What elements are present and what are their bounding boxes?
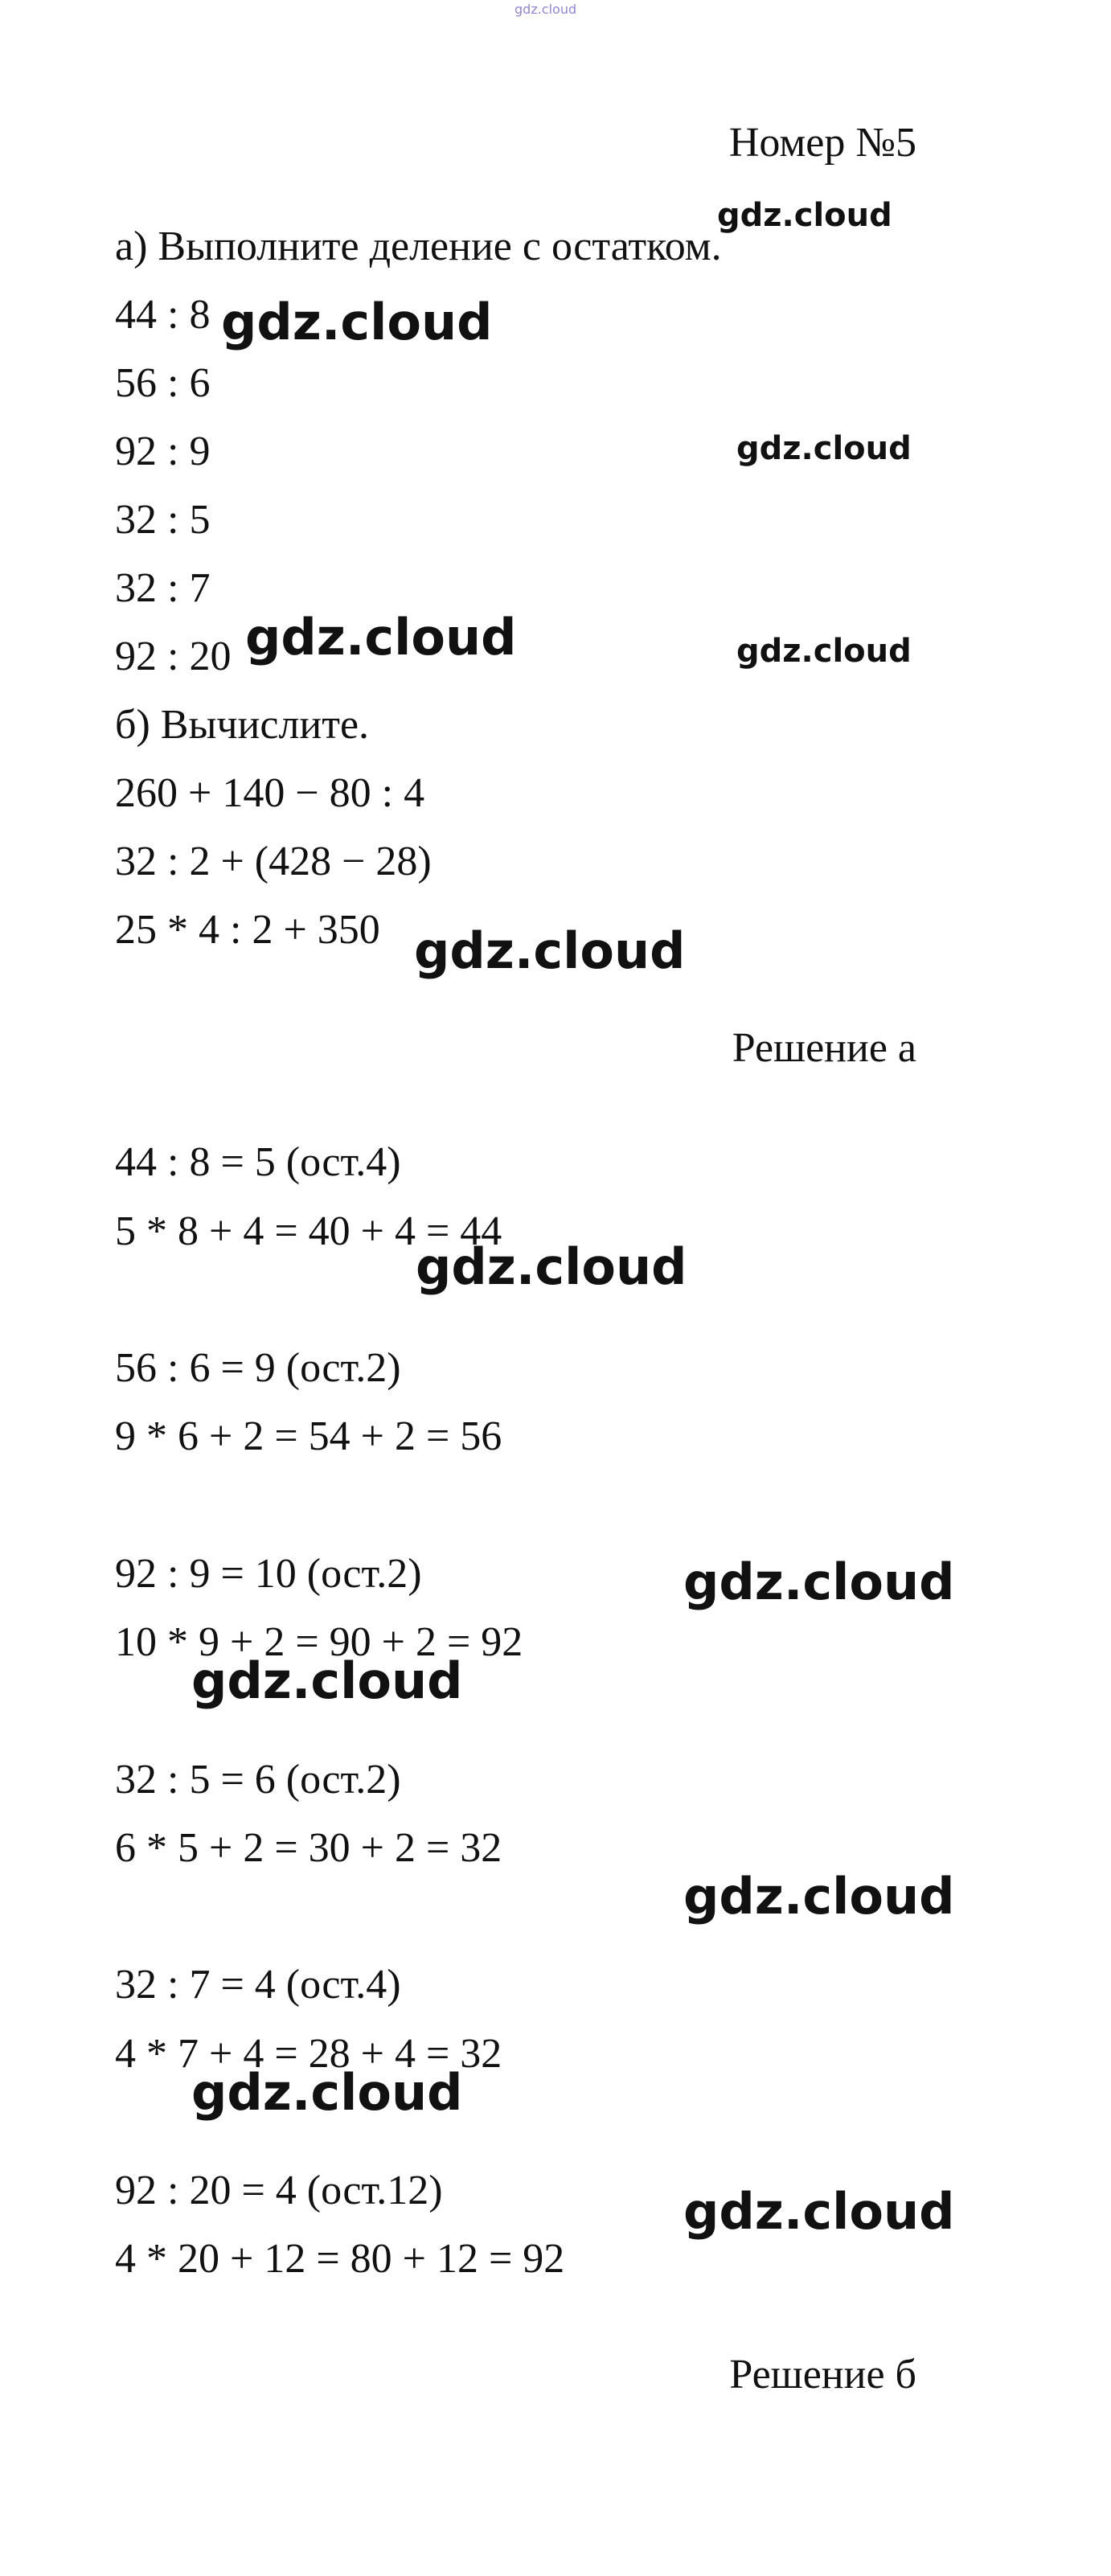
solution-division: 32 : 5 = 6 (ост.2) [115,1757,401,1803]
solution-check: 9 * 6 + 2 = 54 + 2 = 56 [115,1413,502,1459]
watermark: gdz.cloud [683,1553,955,1611]
watermark: gdz.cloud [245,608,517,667]
solution-division: 44 : 8 = 5 (ост.4) [115,1139,401,1185]
site-mark: gdz.cloud [515,2,577,17]
watermark: gdz.cloud [683,1867,955,1926]
watermark: gdz.cloud [221,293,493,351]
task-a-item: 44 : 8 [115,292,211,338]
task-a-item: 32 : 7 [115,565,211,611]
solution-division: 92 : 20 = 4 (ост.12) [115,2168,443,2213]
watermark: gdz.cloud [683,2182,955,2241]
solution-check: 6 * 5 + 2 = 30 + 2 = 32 [115,1825,502,1871]
task-a-item: 92 : 20 [115,634,232,679]
watermark: gdz.cloud [191,2063,463,2122]
watermark: gdz.cloud [736,430,912,467]
watermark: gdz.cloud [416,1237,687,1296]
watermark: gdz.cloud [736,633,912,670]
task-b-item: 260 + 140 − 80 : 4 [115,770,425,816]
task-b-item: 25 * 4 : 2 + 350 [115,907,380,953]
watermark: gdz.cloud [414,921,686,980]
task-b-item: 32 : 2 + (428 − 28) [115,839,432,884]
solution-division: 56 : 6 = 9 (ост.2) [115,1345,401,1391]
solution-a-title: Решение а [732,1025,916,1071]
task-a-prompt: а) Выполните деление с остатком. [115,224,722,269]
solution-check: 10 * 9 + 2 = 90 + 2 = 92 [115,1619,523,1665]
solution-division: 92 : 9 = 10 (ост.2) [115,1551,422,1597]
task-a-item: 92 : 9 [115,429,211,474]
task-b-prompt: б) Вычислите. [115,702,370,748]
solution-check: 4 * 7 + 4 = 28 + 4 = 32 [115,2031,502,2077]
solution-b-title: Решение б [729,2352,916,2398]
solution-division: 32 : 7 = 4 (ост.4) [115,1962,401,2008]
solution-check: 4 * 20 + 12 = 80 + 12 = 92 [115,2236,565,2282]
page-title: Номер №5 [728,120,916,166]
solution-check: 5 * 8 + 4 = 40 + 4 = 44 [115,1208,502,1254]
watermark: gdz.cloud [717,197,892,234]
watermark: gdz.cloud [191,1651,463,1710]
task-a-item: 32 : 5 [115,497,211,543]
task-a-item: 56 : 6 [115,360,211,406]
